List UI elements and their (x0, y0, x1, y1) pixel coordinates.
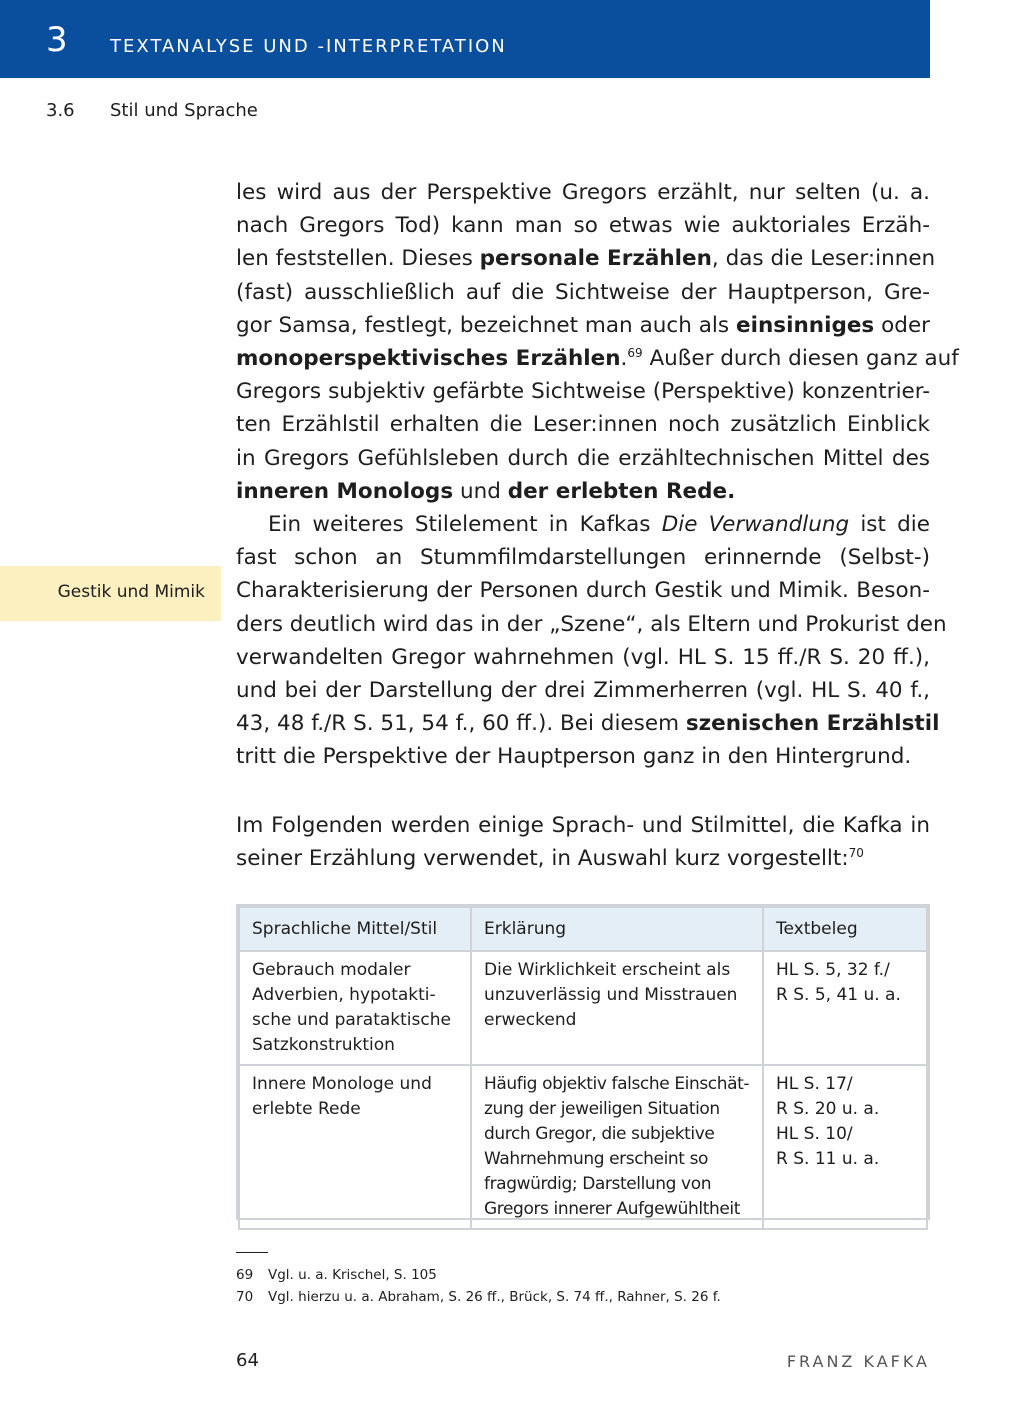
text-line: 43, 48 f./R S. 51, 54 f., 60 ff.). Bei diesem szenischen Erzählstil (236, 711, 940, 737)
text-line: monoperspektivisches Erzählen.$^{69}$ Außer durch diesen ganz auf (236, 345, 959, 372)
text-line: gor Samsa, festlegt, bezeichnet man auch als einsinniges oder (236, 312, 931, 338)
text-line: seiner Erzählung verwendet, in Auswahl kurz vorgestellt:$^{70}$ (236, 846, 864, 872)
work-title: Die Verwandlung (661, 512, 850, 538)
table-cell: Häufig objektiv falsche Einschät- zung der jeweiligen Situation durch Gregor, die subjektive Wahrnehmung erscheint so fragwürdig; Darstellung von Gregors innerer Aufgewühltheit (471, 1065, 763, 1229)
table-cell: HL S. 5, 32 f./ R S. 5, 41 u. a. (763, 951, 927, 1065)
table-cell: Gebrauch modaler Adverbien, hypotakti- sche und parataktische Satzkonstruktion (239, 951, 471, 1065)
term-personales-erzaehlen: personale Erzählen (479, 246, 712, 272)
column-header: Sprachliche Mittel/Stil (239, 907, 471, 951)
text-line: Im Folgenden werden einige Sprach- und Stilmittel, die Kafka in (236, 813, 930, 838)
text-line: verwandelten Gregor wahrnehmen (vgl. HL S. 15 ff./R S. 20 ff.), (236, 644, 930, 670)
text-line: nach Gregors Tod) kann man so etwas wie auktoriales Erzäh- (236, 213, 930, 239)
text-line: Gregors subjektiv gefärbte Sichtweise (Perspektive) konzentrier- (236, 379, 930, 405)
page-number: 64 (236, 1350, 259, 1371)
footnote-70 (236, 1289, 721, 1305)
text-line: Ein weiteres Stilelement in Kafkas Die Verwandlung ist die (268, 512, 930, 538)
footnote-number: 70 (236, 1289, 254, 1305)
footnote-69 (236, 1267, 437, 1283)
footnote-number: 69 (236, 1267, 254, 1283)
section-title: Stil und Sprache (110, 100, 258, 121)
text-line: tritt die Perspektive der Hauptperson ganz in den Hintergrund. (236, 744, 912, 770)
term-innerer-monolog: inneren Monologs (236, 478, 454, 504)
text-line: ders deutlich wird das in der „Szene“, als Eltern und Prokurist den (236, 611, 947, 637)
text-line: (fast) ausschließlich auf die Sichtweise der Hauptperson, Gre- (236, 279, 930, 305)
term-einsinniges: einsinniges (736, 312, 875, 338)
table-cell: Innere Monologe und erlebte Rede (239, 1065, 471, 1229)
table-cell: Die Wirklichkeit erscheint als unzuverlässig und Misstrauen erweckend (471, 951, 763, 1065)
term-erlebte-rede: der erlebten Rede (507, 478, 728, 504)
footnote-text: Vgl. u. a. Krischel, S. 105 (268, 1267, 437, 1283)
paragraph-intro-table (236, 809, 930, 875)
section-number: 3.6 (46, 100, 75, 121)
text-line: ten Erzählstil erhalten die Leser:innen noch zusätzlich Einblick (236, 412, 930, 438)
text-line: inneren Monologs und der erlebten Rede. (236, 478, 736, 504)
text-line: len feststellen. Dieses personale Erzählen, das die Leser:innen (236, 246, 936, 272)
stylistic-devices-table (236, 904, 930, 1220)
text-line: und bei der Darstellung der drei Zimmerherren (vgl. HL S. 40 f., (236, 678, 930, 704)
text-line: Charakterisierung der Personen durch Gestik und Mimik. Beson- (236, 578, 930, 604)
footnote-ref-69: 69 (627, 345, 643, 360)
paragraph-continuation (236, 176, 959, 774)
footnote-ref-70: 70 (848, 846, 864, 861)
column-header: Erklärung (471, 907, 763, 951)
chapter-title: TEXTANALYSE UND -INTERPRETATION (110, 36, 507, 57)
footnote-text: Vgl. hierzu u. a. Abraham, S. 26 ff., Brück, S. 74 ff., Rahner, S. 26 f. (268, 1289, 721, 1305)
text-line: les wird aus der Perspektive Gregors erzählt, nur selten (u. a. (236, 180, 930, 205)
column-header: Textbeleg (763, 907, 927, 951)
table-header-row (239, 907, 927, 951)
running-footer-title: FRANZ KAFKA (786, 1352, 930, 1371)
text-line: in Gregors Gefühlsleben durch die erzähltechnischen Mittel des (236, 445, 930, 471)
term-szenischer-erzaehlstil: szenischen Erzählstil (685, 711, 940, 737)
chapter-number: 3 (46, 20, 68, 60)
table-cell: HL S. 17/ R S. 20 u. a. HL S. 10/ R S. 11 u. a. (763, 1065, 927, 1229)
margin-note-box (0, 566, 221, 621)
table-row (239, 951, 927, 1065)
table-row (239, 1065, 927, 1229)
margin-note: Gestik und Mimik (57, 582, 205, 602)
text-line: fast schon an Stummfilmdarstellungen erinnernde (Selbst-) (236, 545, 930, 571)
footnote-divider (236, 1252, 268, 1253)
term-monoperspektivisch: monoperspektivisches Erzählen (236, 346, 621, 372)
chapter-header-bar (0, 0, 930, 78)
